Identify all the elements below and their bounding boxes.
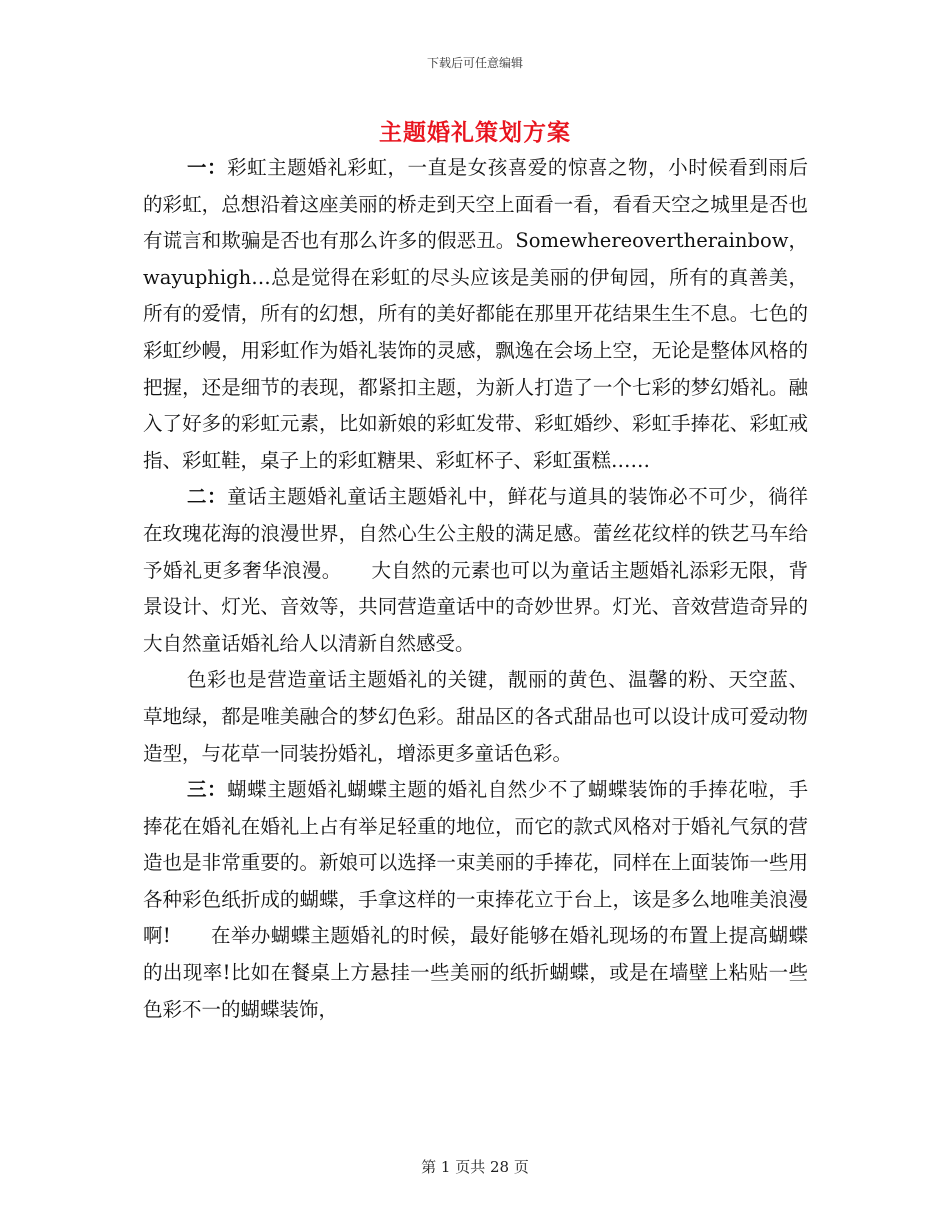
paragraph-text: 彩虹主题婚礼彩虹，一直是女孩喜爱的惊喜之物，小时候看到雨后的彩虹，总想沿着这座美丽的桥走到天空上面看一看，看看天空之城里是否也有谎言和欺骗是否也有那么许多的假恶丑。Somewhereovertherainbow，wayuphigh…总是觉得在彩虹的尽头应该是美丽的伊甸园，所有的真善美，所有的爱情，所有的幻想，所有的美好都能在那里开花结果生生不息。七色的彩虹纱幔，用彩虹作为婚礼装饰的灵感，飘逸在会场上空，无论是整体风格的把握，还是细节的表现，都紧扣主题，为新人打造了一个七彩的梦幻婚礼。融入了好多的彩虹元素，比如新娘的彩虹发带、彩虹婚纱、彩虹手捧花、彩虹戒指、彩虹鞋，桌子上的彩虹糖果、彩虹杯子、彩虹蛋糕…… (143, 156, 808, 472)
paragraph-text: 童话主题婚礼童话主题婚礼中，鲜花与道具的装饰必不可少，徜徉在玫瑰花海的浪漫世界，自然心生公主般的满足感。蕾丝花纹样的铁艺马车给予婚礼更多奢华浪漫。 大自然的元素也可以为童话主题婚礼添彩无限，背景设计、灯光、音效等，共同营造童话中的奇妙世界。灯光、音效营造奇异的大自然童话婚礼给人以清新自然感受。 (143, 485, 808, 655)
document-title: 主题婚礼策划方案 (379, 120, 571, 146)
section-number: 三： (187, 778, 228, 802)
paragraph-text: 蝴蝶主题婚礼蝴蝶主题的婚礼自然少不了蝴蝶装饰的手捧花啦，手捧花在婚礼在婚礼上占有举足轻重的地位，而它的款式风格对于婚礼气氛的营造也是非常重要的。新娘可以选择一束美丽的手捧花，同样在上面装饰一些用各种彩色纸折成的蝴蝶，手拿这样的一束捧花立于台上，该是多么地唯美浪漫啊! 在举办蝴蝶主题婚礼的时候，最好能够在婚礼现场的布置上提高蝴蝶的出现率!比如在餐桌上方悬挂一些美丽的纸折蝴蝶，或是在墙壁上粘贴一些色彩不一的蝴蝶装饰， (143, 778, 808, 1021)
paragraph-fairytale-colors (143, 662, 808, 772)
paragraph-butterfly-theme (143, 772, 808, 1028)
section-number: 二： (187, 485, 228, 509)
section-number: 一： (187, 156, 228, 179)
header-note: 下载后可任意编辑 (426, 56, 523, 70)
page-number: 第 1 页共 28 页 (421, 1158, 529, 1176)
paragraph-fairytale-theme (143, 479, 808, 662)
document-body (143, 150, 808, 1028)
paragraph-text: 色彩也是营造童话主题婚礼的关键，靓丽的黄色、温馨的粉、天空蓝、草地绿，都是唯美融合的梦幻色彩。甜品区的各式甜品也可以设计成可爱动物造型，与花草一同装扮婚礼，增添更多童话色彩。 (143, 668, 808, 765)
paragraph-rainbow-theme (143, 150, 808, 479)
